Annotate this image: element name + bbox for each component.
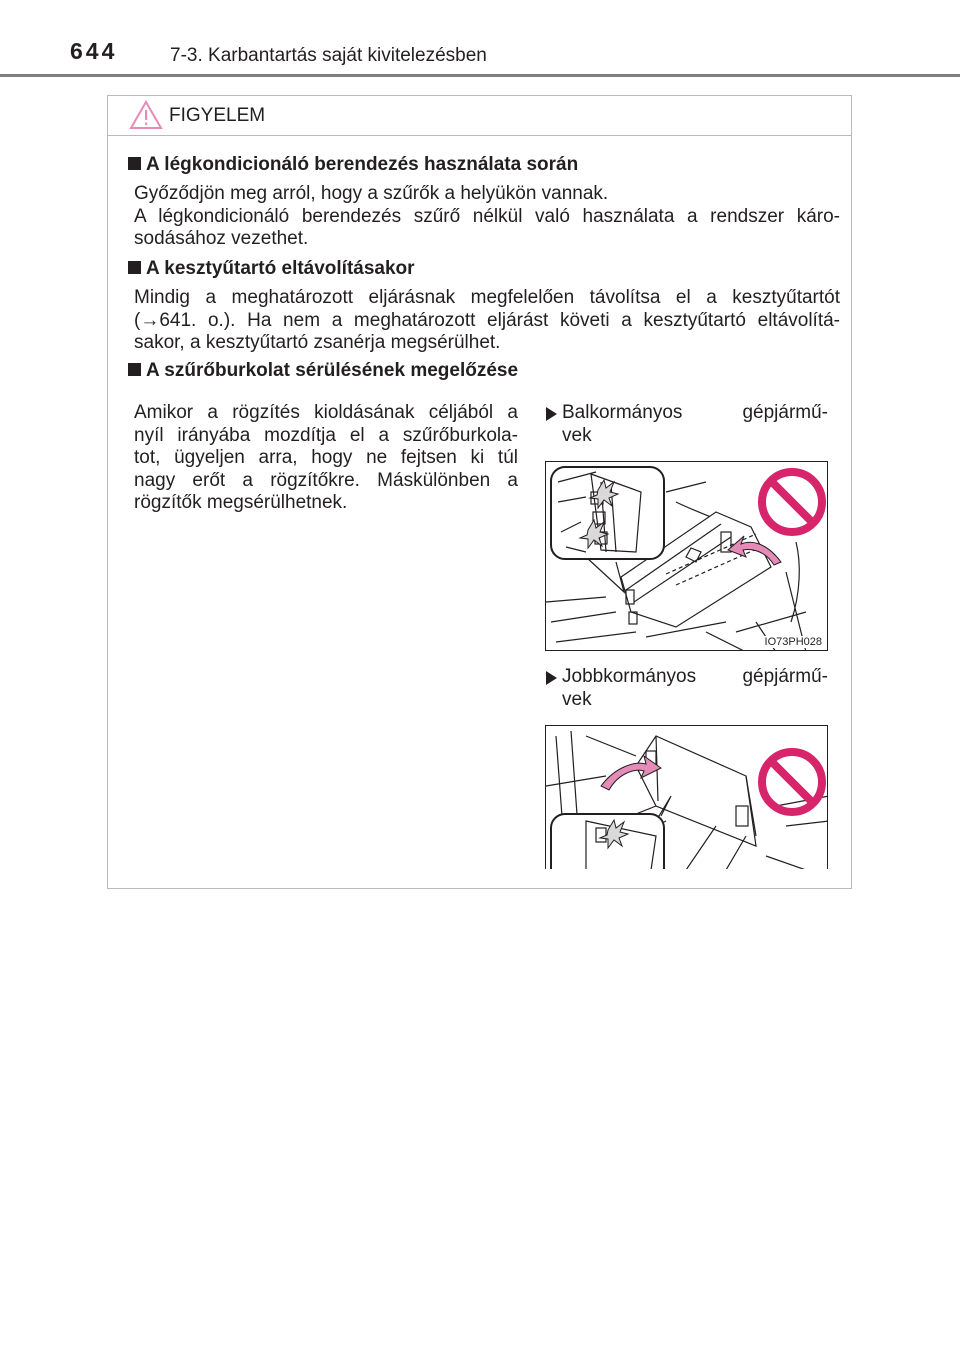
square-bullet-icon: [128, 261, 141, 274]
text-line: nyíl irányába mozdítja el a szűrőburkola-: [134, 424, 518, 446]
warning-box: [107, 95, 852, 889]
section-heading-text: A szűrőburkolat sérülésének megelőzése: [146, 360, 519, 381]
text-line: vek: [562, 688, 592, 710]
lhd-label: [546, 402, 828, 447]
chapter-title: 7-3. Karbantartás saját kivitelezésben: [170, 45, 487, 66]
section-paragraph: [134, 183, 840, 251]
square-bullet-icon: [128, 157, 141, 170]
section-heading: [128, 258, 415, 280]
warning-title: FIGYELEM: [169, 105, 266, 126]
text-line: Balkormányos gépjármű-: [562, 402, 828, 423]
text-line: nagy erőt a rögzítőkre. Máskülönben a: [134, 469, 518, 491]
warning-triangle-icon: [129, 100, 163, 130]
header-rule: [0, 74, 960, 77]
text-line: sakor, a kesztyűtartó zsanérja megsérülhet.: [134, 332, 501, 353]
text-line: Mindig a meghatározott eljárásnak megfelelően távolítsa el a kesztyűtartót: [134, 287, 840, 308]
text-line: Amikor a rögzítés kioldásának céljából a: [134, 402, 518, 423]
section-paragraph: [134, 287, 840, 355]
text-line: sodásához vezethet.: [134, 228, 309, 249]
triangle-bullet-icon: [546, 407, 557, 421]
square-bullet-icon: [128, 363, 141, 376]
section-heading-text: A légkondicionáló berendezés használata során: [146, 154, 579, 175]
section-heading: [128, 154, 578, 176]
text-line: rögzítők megsérülhetnek.: [134, 492, 348, 513]
text-line: A légkondicionáló berendezés szűrő nélkül való használata a rendszer káro-: [134, 205, 840, 227]
rhd-figure: [545, 725, 828, 869]
section-heading: [128, 360, 518, 382]
warning-header: [108, 96, 851, 136]
prohibited-icon: [762, 472, 822, 532]
text-line: Győződjön meg arról, hogy a szűrők a helyükön vannak.: [134, 183, 609, 204]
rhd-label: [546, 666, 828, 711]
triangle-bullet-icon: [546, 671, 557, 685]
text-line: (→641. o.). Ha nem a meghatározott eljárást követi a kesztyűtartó eltávolítá-: [134, 309, 840, 331]
filter-cover-paragraph: [134, 402, 518, 515]
text-line: tot, ügyeljen arra, hogy ne fejtsen ki túl: [134, 447, 518, 468]
page-number: 644: [70, 38, 118, 64]
lhd-illustration: [546, 462, 828, 651]
lhd-figure: [545, 461, 828, 651]
section-heading-text: A kesztyűtartó eltávolításakor: [146, 258, 415, 279]
text-line: Jobbkormányos gépjármű-: [562, 666, 828, 687]
figure-code: IO73PH028: [764, 636, 822, 648]
text-line: vek: [562, 424, 592, 446]
rhd-illustration: [546, 726, 828, 869]
